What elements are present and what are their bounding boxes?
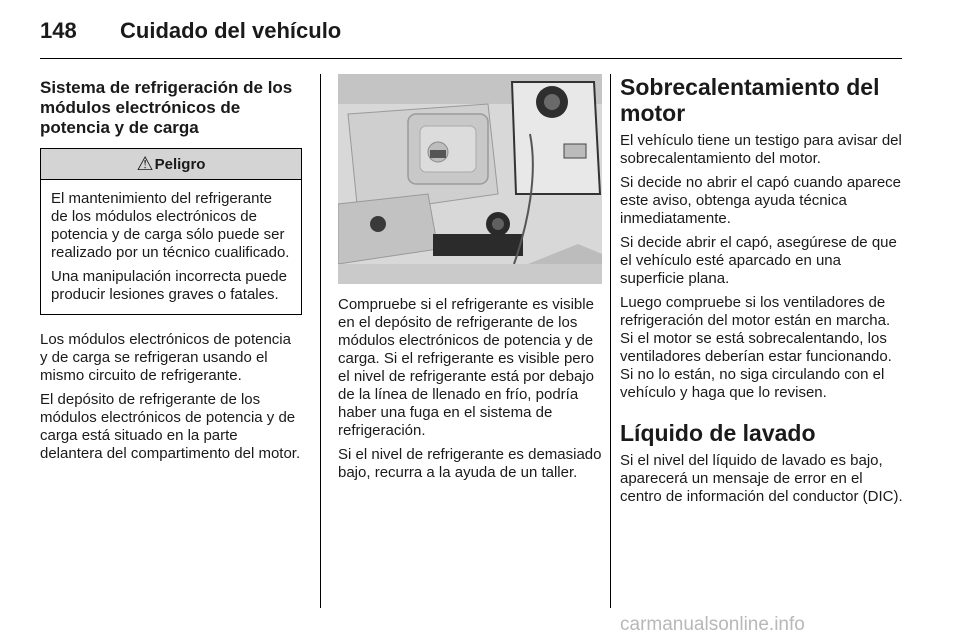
paragraph: El depósito de refrigerante de los módulos electrónicos de potencia y de carga está situado en la parte delantera del compartimento del motor. [40,391,301,462]
chapter-title: Cuidado del vehículo [120,18,342,43]
paragraph: Si el nivel de refrigerante es demasiado bajo, recurra a la ayuda de un taller. [338,446,602,481]
warning-triangle-icon: ⚠ [136,153,154,175]
section-title-cooling: Sistema de refrigeración de los módulos electrónicos de potencia y de carga [40,78,293,137]
paragraph: Si decide no abrir el capó cuando aparece este aviso, obtenga ayuda técnica inmediatamente. [620,174,902,227]
danger-label: Peligro [154,155,206,173]
section-title-overheating: Sobrecalentamiento del motor [620,74,880,126]
column-right [620,74,905,512]
paragraph: Compruebe si el refrigerante es visible en el depósito de refrigerante de los módulos electrónicos de potencia y de carga. Si el refrigerante es visible pero el nivel de refrigerante está por debajo de la línea de llenado en frío, podría haber una fuga en el sistema de refrigeración. [338,296,594,439]
paragraph: Los módulos electrónicos de potencia y de carga se refrigeran usando el mismo circuito de refrigerante. [40,331,291,384]
coolant-reservoir-photo [338,74,602,284]
page-header [40,18,341,48]
column-divider [610,74,611,608]
column-left [40,74,302,469]
column-divider [320,74,321,608]
watermark: carmanualsonline.info [620,614,805,635]
column-middle [338,74,602,488]
danger-body [41,180,301,314]
danger-header [41,149,301,180]
paragraph: Si decide abrir el capó, asegúrese de que el vehículo esté aparcado en una superficie plana. [620,234,897,287]
section-title-washer-fluid: Líquido de lavado [620,420,816,446]
danger-text-1: El mantenimiento del refrigerante de los módulos electrónicos de potencia y de carga sólo puede ser realizado por un técnico cualificado. [51,190,290,261]
paragraph: Si el nivel del líquido de lavado es bajo, aparecerá un mensaje de error en el centro de información del conductor (DIC). [620,452,903,505]
danger-text-2: Una manipulación incorrecta puede producir lesiones graves o fatales. [51,268,287,303]
danger-box [40,148,302,315]
paragraph: Luego compruebe si los ventiladores de refrigeración del motor están en marcha. Si el motor se está sobrecalentando, los ventiladores deberían estar funcionando. Si no lo están, no siga circulando con el vehículo y haga que lo revisen. [620,294,892,401]
page-number: 148 [40,18,77,43]
header-rule [40,58,902,59]
paragraph: El vehículo tiene un testigo para avisar del sobrecalentamiento del motor. [620,132,902,167]
